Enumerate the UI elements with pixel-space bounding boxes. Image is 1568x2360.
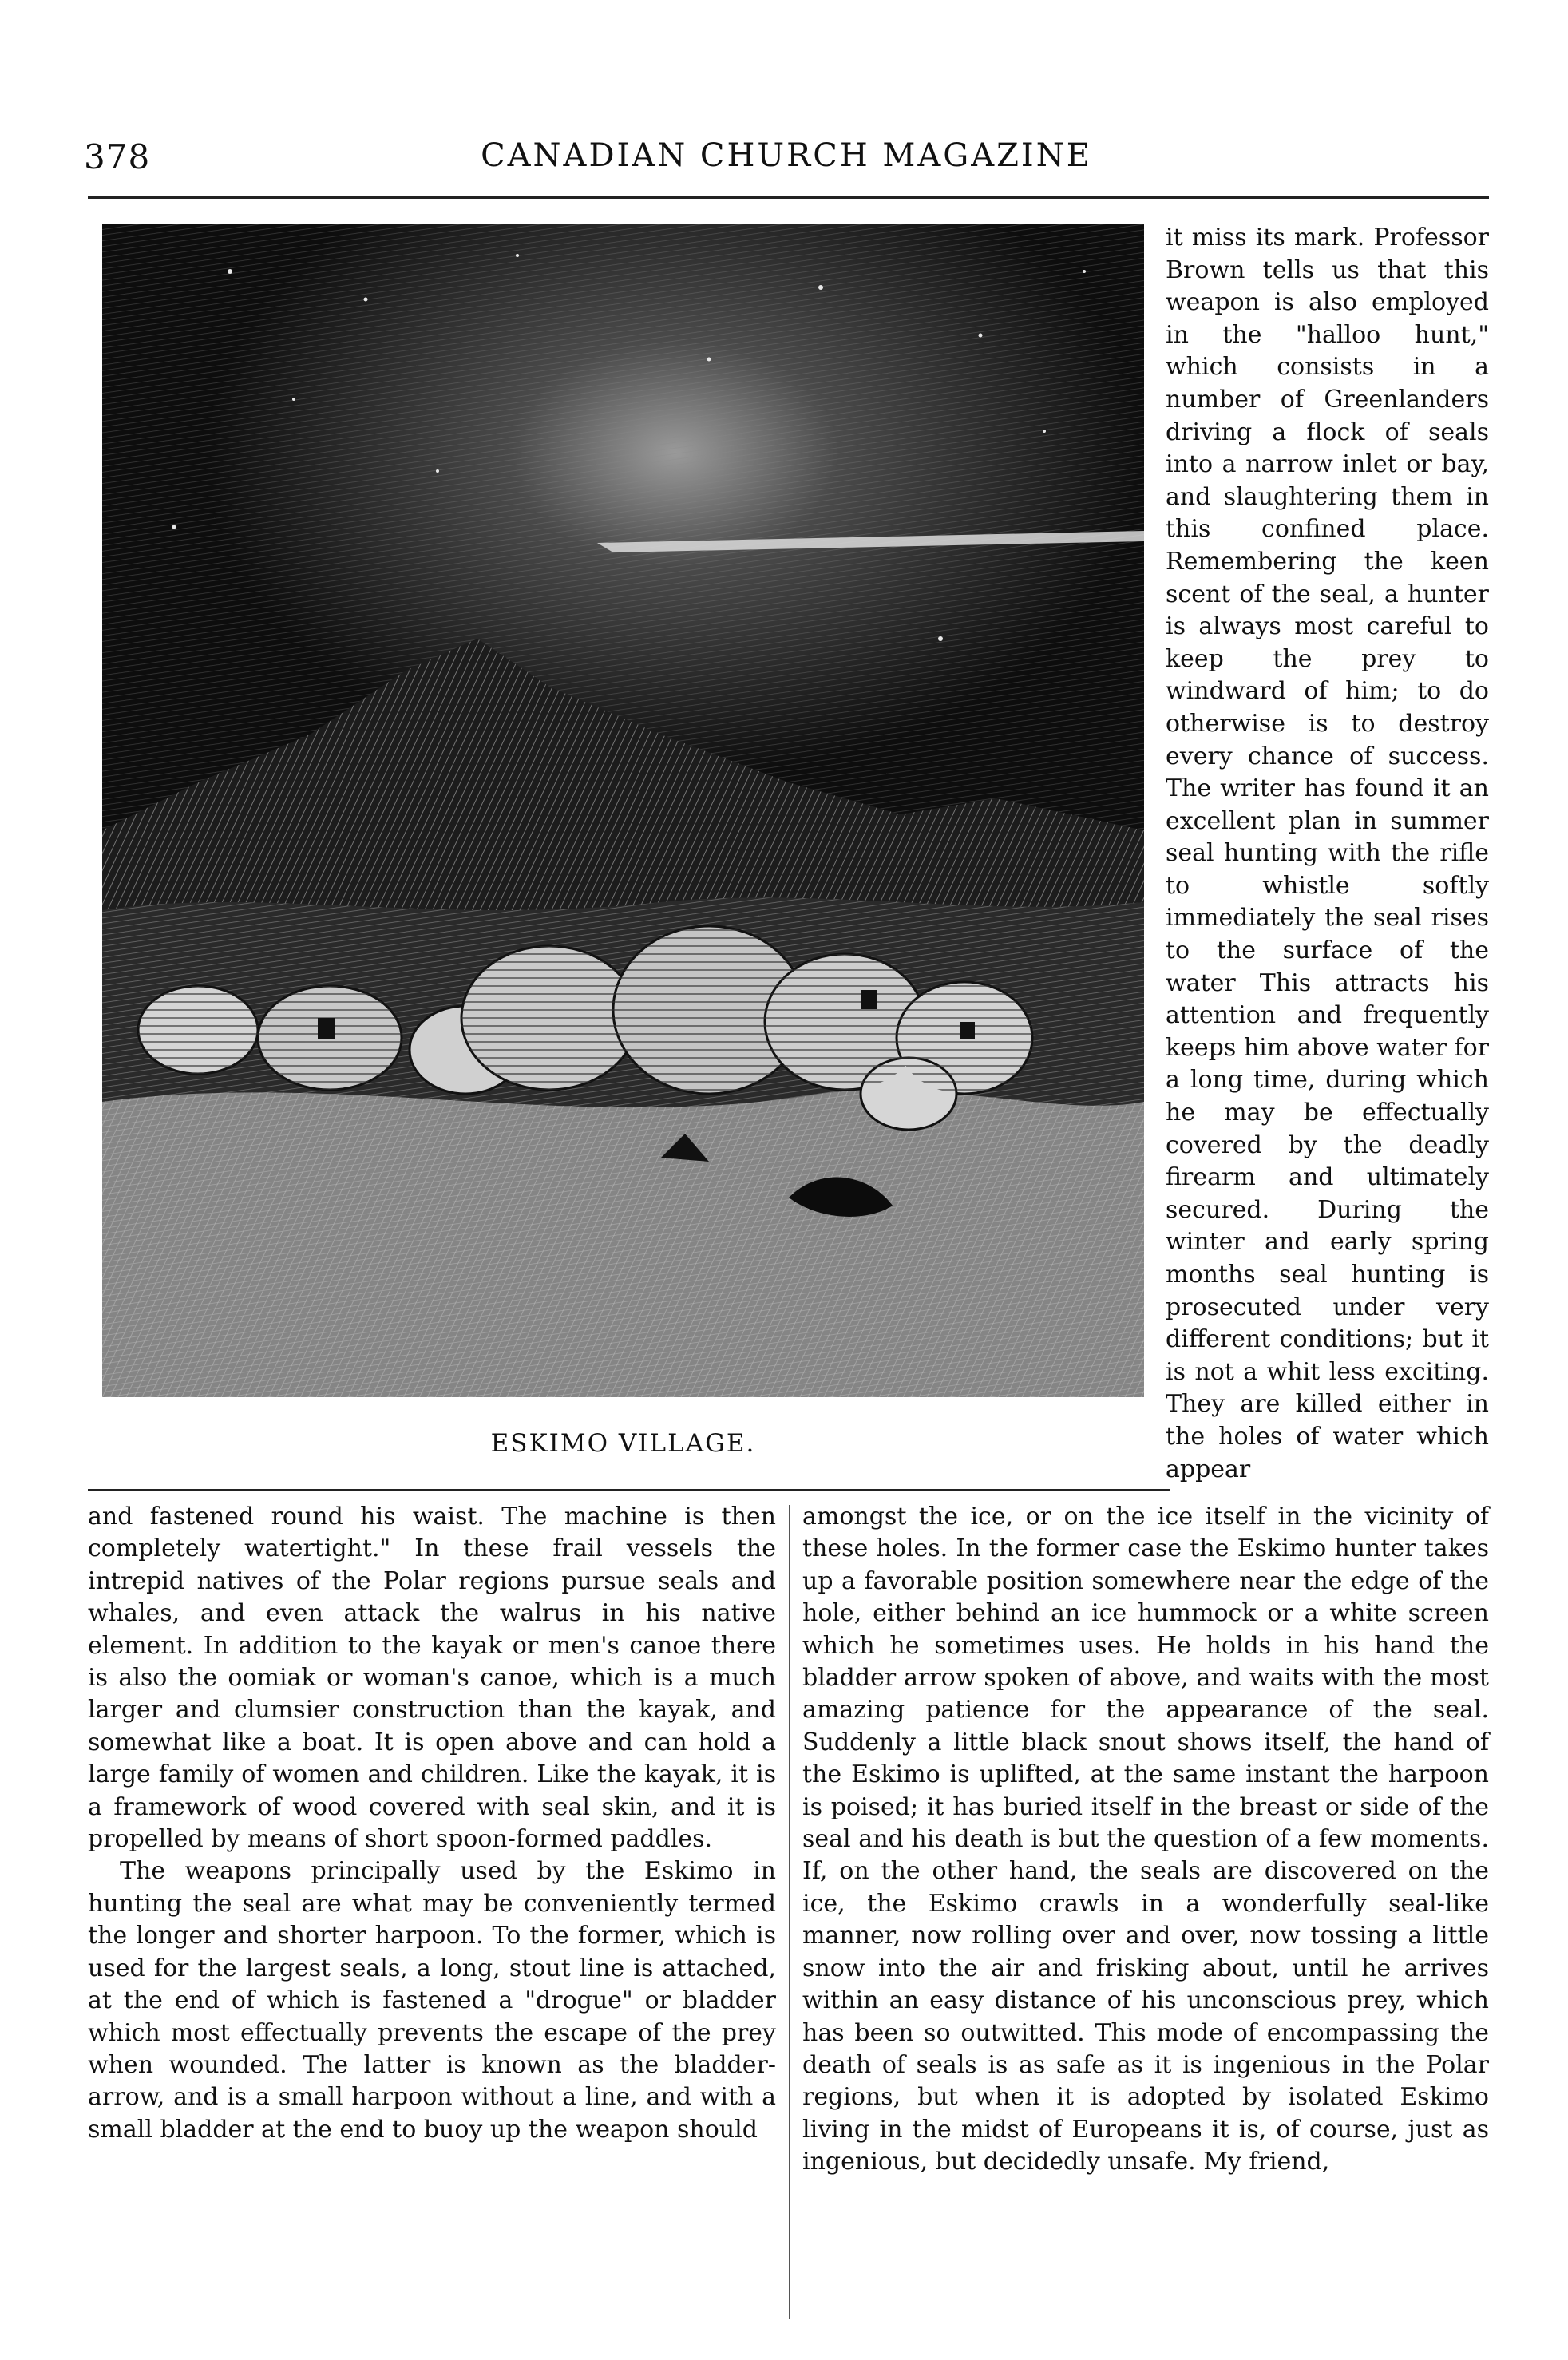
column-divider [789,1505,790,2319]
left-paragraph-1: and fastened round his waist. The machine is then completely watertight." In these frail vessels the intrepid natives of the Polar regions pursue seals and whales, and even attack the walrus in his native element. In addition to the kayak or men's canoe there is also the oomiak or woman's canoe, which is a much larger and clumsier construction than the kayak, and somewhat like a boat. It is open above and can hold a large family of women and children. Like the kayak, it is a framework of wood covered with seal skin, and it is propelled by means of short spoon-formed paddles. [88,1503,776,1854]
engraving-art [102,224,1144,1397]
left-paragraph-2: The weapons principally used by the Eskimo in hunting the seal are what may be conveniently termed the longer and shorter harpoon. To the former, which is used for the largest seals, a long, stout line is attached, at the end of which is fastened a "drogue" or bladder which most effectually prevents the escape of the prey when wounded. The latter is known as the bladder-arrow, and is a small harpoon without a line, and with a small bladder at the end to buoy up the weapon should [88,1857,776,2144]
side-column [1166,222,1489,1486]
caption-rule [88,1489,1170,1491]
page-number: 378 [84,137,151,176]
header-rule [88,196,1489,199]
right-column-text: amongst the ice, or on the ice itself in the vicinity of these holes. In the former case the Eskimo hunter takes up a favorable position somewhere near the edge of the hole, either behind an ice hummock or a white screen which he sometimes uses. He holds in his hand the bladder arrow spoken of above, and waits with the most amazing patience for the appearance of the seal. Suddenly a little black snout shows itself, the hand of the Eskimo is uplifted, at the same instant the harpoon is poised; it has buried itself in the breast or side of the seal and his death is but the question of a few moments. If, on the other hand, the seals are discovered on the ice, the Eskimo crawls in a wonderfully seal-like manner, now rolling over and over, now tossing a little snow into the air and frisking about, until he arrives within an easy distance of his unconscious prey, which has been so outwitted. This mode of encompassing the death of seals is as safe as it is ingenious in the Polar regions, but when it is adopted by isolated Eskimo living in the midst of Europeans it is, of course, just as ingenious, but decidedly unsafe. My friend, [802,1503,1489,2176]
page-header [84,134,1489,190]
eskimo-village-illustration [102,224,1144,1397]
side-column-text: it miss its mark. Professor Brown tells us that this weapon is also employed in the "halloo hunt," which consists in a number of Greenlanders driving a flock of seals into a narrow inlet or bay, and slaughtering them in this confined place. Remembering the keen scent of the seal, a hunter is always most careful to keep the prey to windward of him; to do otherwise is to destroy every chance of success. The writer has found it an excellent plan in summer seal hunting with the rifle to whistle softly immediately the seal rises to the surface of the water This attracts his attention and frequently keeps him above water for a long time, during which he may be effectually covered by the deadly firearm and ultimately secured. During the winter and early spring months seal hunting is prosecuted under very different conditions; but it is not a whit less exciting. They are killed either in the holes of water which appear [1166,224,1489,1483]
left-column [88,1501,776,2146]
magazine-title: CANADIAN CHURCH MAGAZINE [481,137,1092,174]
figure-caption: ESKIMO VILLAGE. [490,1429,756,1458]
right-column [802,1501,1489,2179]
